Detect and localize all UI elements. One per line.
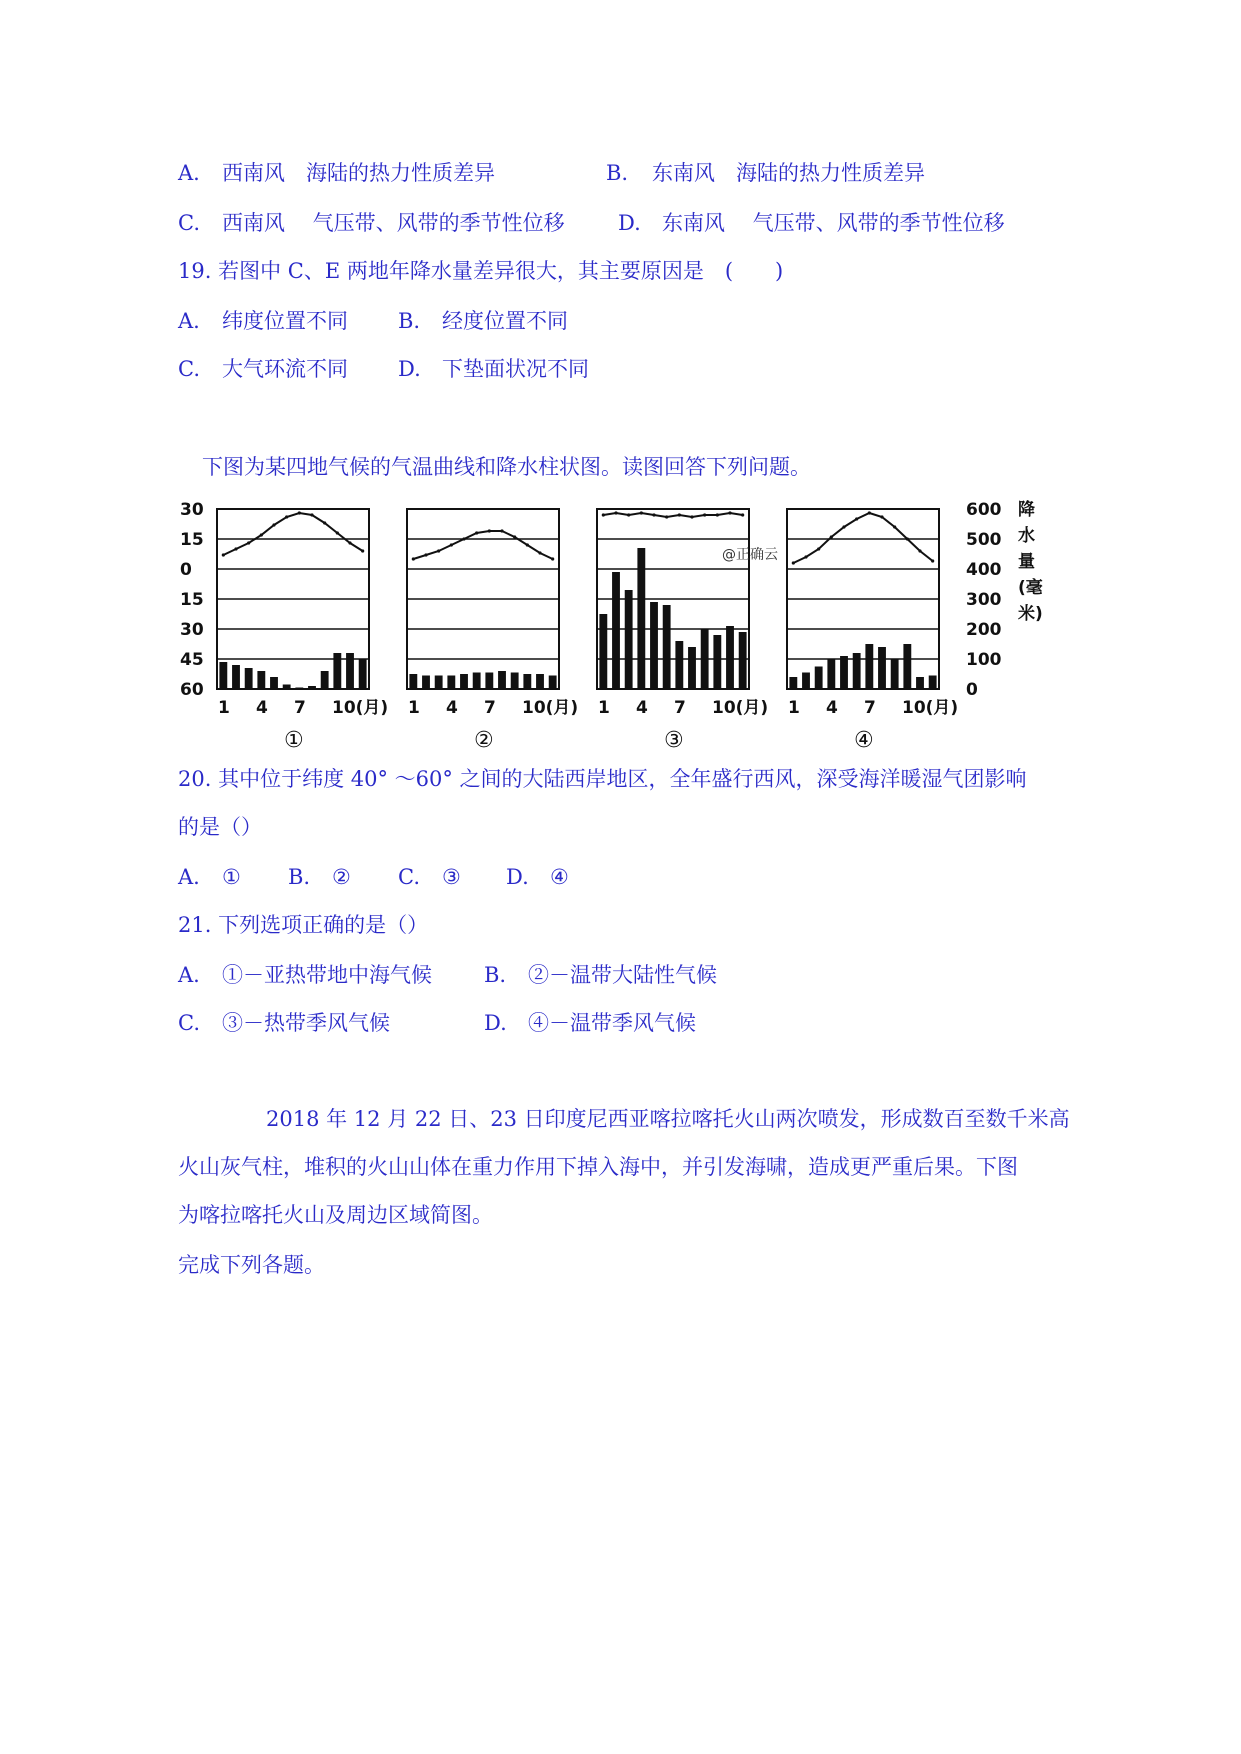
precip-bar	[435, 676, 443, 690]
chart-intro: 下图为某四地气候的气温曲线和降水柱状图。读图回答下列问题。	[202, 455, 811, 479]
precip-bar	[701, 629, 709, 689]
q21-option-a	[178, 960, 432, 990]
temperature-point	[310, 513, 313, 516]
temperature-point	[678, 513, 681, 516]
temperature-point	[830, 535, 833, 538]
precip-bar	[536, 674, 544, 689]
x-tick: 1	[218, 698, 230, 718]
option-letter: D.	[484, 1011, 507, 1035]
temperature-point	[792, 561, 795, 564]
temperature-point	[842, 525, 845, 528]
temperature-point	[652, 513, 655, 516]
temperature-point	[348, 541, 351, 544]
option-letter: C.	[178, 357, 200, 381]
climate-chart-svg	[180, 497, 1050, 757]
option-text: 纬度位置不同	[222, 309, 348, 333]
temperature-curve	[223, 513, 362, 555]
temperature-point	[424, 553, 427, 556]
precip-bar	[891, 659, 899, 689]
option-letter: B.	[288, 865, 311, 889]
option-text: 下垫面状况不同	[442, 357, 589, 381]
precip-bar	[232, 665, 240, 689]
temperature-point	[665, 515, 668, 518]
y-right-label: 降	[1018, 500, 1035, 520]
q19-option-c	[178, 354, 348, 384]
q18-option-b	[606, 158, 925, 188]
y-right-tick: 300	[966, 590, 1002, 610]
passage-line4: 完成下列各题。	[178, 1253, 325, 1277]
x-tick: 7	[484, 698, 496, 718]
temperature-point	[285, 515, 288, 518]
temperature-point	[906, 537, 909, 540]
temperature-point	[526, 543, 529, 546]
temperature-point	[918, 549, 921, 552]
precip-bar	[853, 653, 861, 689]
q20-option-a	[178, 862, 241, 892]
q18-option-d	[618, 208, 1005, 238]
precip-bar	[270, 677, 278, 689]
temperature-point	[298, 511, 301, 514]
precip-bar	[612, 572, 620, 689]
temperature-point	[475, 531, 478, 534]
y-left-tick: 60	[180, 680, 204, 700]
passage-line2: 火山灰气柱，堆积的火山山体在重力作用下掉入海中，并引发海啸，造成更严重后果。下图	[178, 1155, 1018, 1179]
temperature-point	[323, 521, 326, 524]
precip-bar	[498, 671, 506, 689]
x-tick: 4	[256, 698, 268, 718]
temperature-point	[728, 511, 731, 514]
precip-bar	[739, 632, 747, 689]
option-letter: D.	[618, 211, 641, 235]
option-text: ②	[332, 865, 351, 889]
precip-bar	[511, 673, 519, 690]
temperature-point	[500, 529, 503, 532]
q21-option-d	[484, 1008, 696, 1038]
q19-option-b	[398, 306, 568, 336]
temperature-point	[893, 525, 896, 528]
precip-bar	[815, 667, 823, 690]
temperature-point	[412, 557, 415, 560]
temperature-point	[361, 549, 364, 552]
q21-option-b	[484, 960, 717, 990]
y-left-tick: 45	[180, 650, 204, 670]
temperature-curve	[413, 531, 552, 559]
y-right-label: 量	[1018, 552, 1035, 572]
temperature-curve	[603, 513, 742, 517]
precip-bar	[473, 673, 481, 690]
precip-bar	[802, 673, 810, 690]
option-text: 西南风 海陆的热力性质差异	[222, 161, 495, 185]
climate-charts	[180, 497, 1050, 757]
precip-bar	[257, 671, 265, 689]
passage-line3: 为喀拉喀托火山及周边区域简图。	[178, 1203, 493, 1227]
option-text: ①－亚热带地中海气候	[222, 963, 432, 987]
y-right-tick: 0	[966, 680, 978, 700]
temperature-point	[640, 511, 643, 514]
option-text: 大气环流不同	[222, 357, 348, 381]
precip-bar	[422, 676, 430, 690]
temperature-point	[462, 537, 465, 540]
option-letter: A.	[178, 865, 200, 889]
temperature-point	[234, 547, 237, 550]
x-tick: 7	[294, 698, 306, 718]
temperature-point	[260, 533, 263, 536]
temperature-point	[868, 511, 871, 514]
option-letter: A.	[178, 309, 200, 333]
precip-bar	[523, 674, 531, 689]
option-text: ②－温带大陆性气候	[528, 963, 717, 987]
precip-bar	[827, 659, 835, 689]
y-right-tick: 600	[966, 500, 1002, 520]
x-tick: 10(月)	[712, 698, 769, 718]
precip-bar	[409, 674, 417, 689]
option-letter: A.	[178, 161, 200, 185]
y-left-tick: 30	[180, 500, 204, 520]
precip-bar	[245, 668, 253, 689]
temperature-point	[931, 559, 934, 562]
precip-bar	[359, 659, 367, 689]
temperature-point	[855, 517, 858, 520]
x-tick: 1	[598, 698, 610, 718]
temperature-point	[247, 541, 250, 544]
temperature-point	[880, 515, 883, 518]
temperature-point	[551, 557, 554, 560]
y-left-tick: 15	[180, 530, 204, 550]
precip-bar	[713, 635, 721, 689]
precip-bar	[916, 677, 924, 689]
x-tick: 7	[674, 698, 686, 718]
temperature-point	[538, 551, 541, 554]
option-text: 东南风 海陆的热力性质差异	[652, 161, 925, 185]
precip-bar	[865, 644, 873, 689]
temperature-point	[488, 529, 491, 532]
x-tick: 7	[864, 698, 876, 718]
temperature-point	[741, 513, 744, 516]
x-tick: 1	[408, 698, 420, 718]
y-right-tick: 100	[966, 650, 1002, 670]
panel-label: ④	[854, 728, 874, 753]
option-letter: D.	[398, 357, 421, 381]
y-right-label: 水	[1018, 526, 1035, 546]
y-right-label: 米)	[1018, 604, 1043, 624]
temperature-point	[437, 549, 440, 552]
q18-option-a	[178, 158, 495, 188]
x-tick: 4	[826, 698, 838, 718]
y-right-label: (毫	[1018, 578, 1043, 598]
precip-bar	[663, 605, 671, 689]
option-letter: C.	[178, 1011, 200, 1035]
precip-bar	[460, 674, 468, 689]
temperature-point	[602, 513, 605, 516]
temperature-point	[804, 555, 807, 558]
temperature-point	[513, 535, 516, 538]
option-letter: C.	[398, 865, 420, 889]
precip-bar	[625, 590, 633, 689]
x-tick: 4	[636, 698, 648, 718]
temperature-point	[690, 515, 693, 518]
temperature-point	[614, 511, 617, 514]
q19-stem: 19. 若图中 C、E 两地年降水量差异很大，其主要原因是 ( )	[178, 259, 784, 283]
precip-bar	[283, 685, 291, 690]
option-text: ③－热带季风气候	[222, 1011, 390, 1035]
option-letter: D.	[506, 865, 529, 889]
x-tick: 10(月)	[332, 698, 389, 718]
precip-bar	[219, 662, 227, 689]
y-right-tick: 400	[966, 560, 1002, 580]
option-text: ④	[550, 865, 569, 889]
option-text: ①	[222, 865, 241, 889]
x-tick: 4	[446, 698, 458, 718]
y-right-tick: 500	[966, 530, 1002, 550]
q20-option-b	[288, 862, 351, 892]
option-letter: B.	[484, 963, 507, 987]
precip-bar	[789, 677, 797, 689]
y-left-tick: 30	[180, 620, 204, 640]
temperature-point	[450, 543, 453, 546]
panel-label: ①	[284, 728, 304, 753]
temperature-point	[336, 531, 339, 534]
q20-stem-line2: 的是（）	[178, 815, 262, 839]
temperature-point	[272, 523, 275, 526]
watermark: @正确云	[722, 547, 778, 563]
option-text: 西南风 气压带、风带的季节性位移	[222, 211, 565, 235]
option-text: 经度位置不同	[442, 309, 568, 333]
precip-bar	[549, 676, 557, 690]
panel-label: ③	[664, 728, 684, 753]
precip-bar	[650, 602, 658, 689]
precip-bar	[840, 656, 848, 689]
temperature-curve	[793, 513, 932, 563]
y-left-tick: 15	[180, 590, 204, 610]
passage-line1: 2018 年 12 月 22 日、23 日印度尼西亚喀拉喀托火山两次喷发，形成数百至数千米高	[266, 1107, 1070, 1131]
option-text: ③	[442, 865, 461, 889]
precip-bar	[726, 626, 734, 689]
precip-bar	[903, 644, 911, 689]
option-letter: A.	[178, 963, 200, 987]
option-text: ④－温带季风气候	[528, 1011, 696, 1035]
option-letter: B.	[398, 309, 421, 333]
precip-bar	[308, 686, 316, 689]
precip-bar	[929, 676, 937, 690]
temperature-point	[627, 513, 630, 516]
q20-option-c	[398, 862, 461, 892]
precip-bar	[346, 653, 354, 689]
option-letter: C.	[178, 211, 200, 235]
q21-stem: 21. 下列选项正确的是（）	[178, 913, 429, 937]
q19-option-a	[178, 306, 348, 336]
q21-option-c	[178, 1008, 390, 1038]
temperature-point	[817, 547, 820, 550]
precip-bar	[333, 653, 341, 689]
q20-option-d	[506, 862, 569, 892]
precip-bar	[447, 676, 455, 690]
q20-stem-line1: 20. 其中位于纬度 40° ～60° 之间的大陆西岸地区，全年盛行西风，深受海洋暖湿气团影响	[178, 767, 1027, 791]
option-letter: B.	[606, 161, 629, 185]
precip-bar	[675, 641, 683, 689]
q18-option-c	[178, 208, 565, 238]
precip-bar	[878, 647, 886, 689]
precip-bar	[295, 688, 303, 690]
temperature-point	[222, 553, 225, 556]
x-tick: 10(月)	[522, 698, 579, 718]
precip-bar	[485, 673, 493, 690]
option-text: 东南风 气压带、风带的季节性位移	[662, 211, 1005, 235]
y-left-tick: 0	[180, 560, 192, 580]
x-tick: 1	[788, 698, 800, 718]
y-right-tick: 200	[966, 620, 1002, 640]
precip-bar	[321, 671, 329, 689]
precip-bar	[637, 548, 645, 689]
temperature-point	[716, 513, 719, 516]
q19-option-d	[398, 354, 589, 384]
precip-bar	[599, 614, 607, 689]
x-tick: 10(月)	[902, 698, 959, 718]
temperature-point	[703, 513, 706, 516]
panel-label: ②	[474, 728, 494, 753]
precip-bar	[688, 647, 696, 689]
